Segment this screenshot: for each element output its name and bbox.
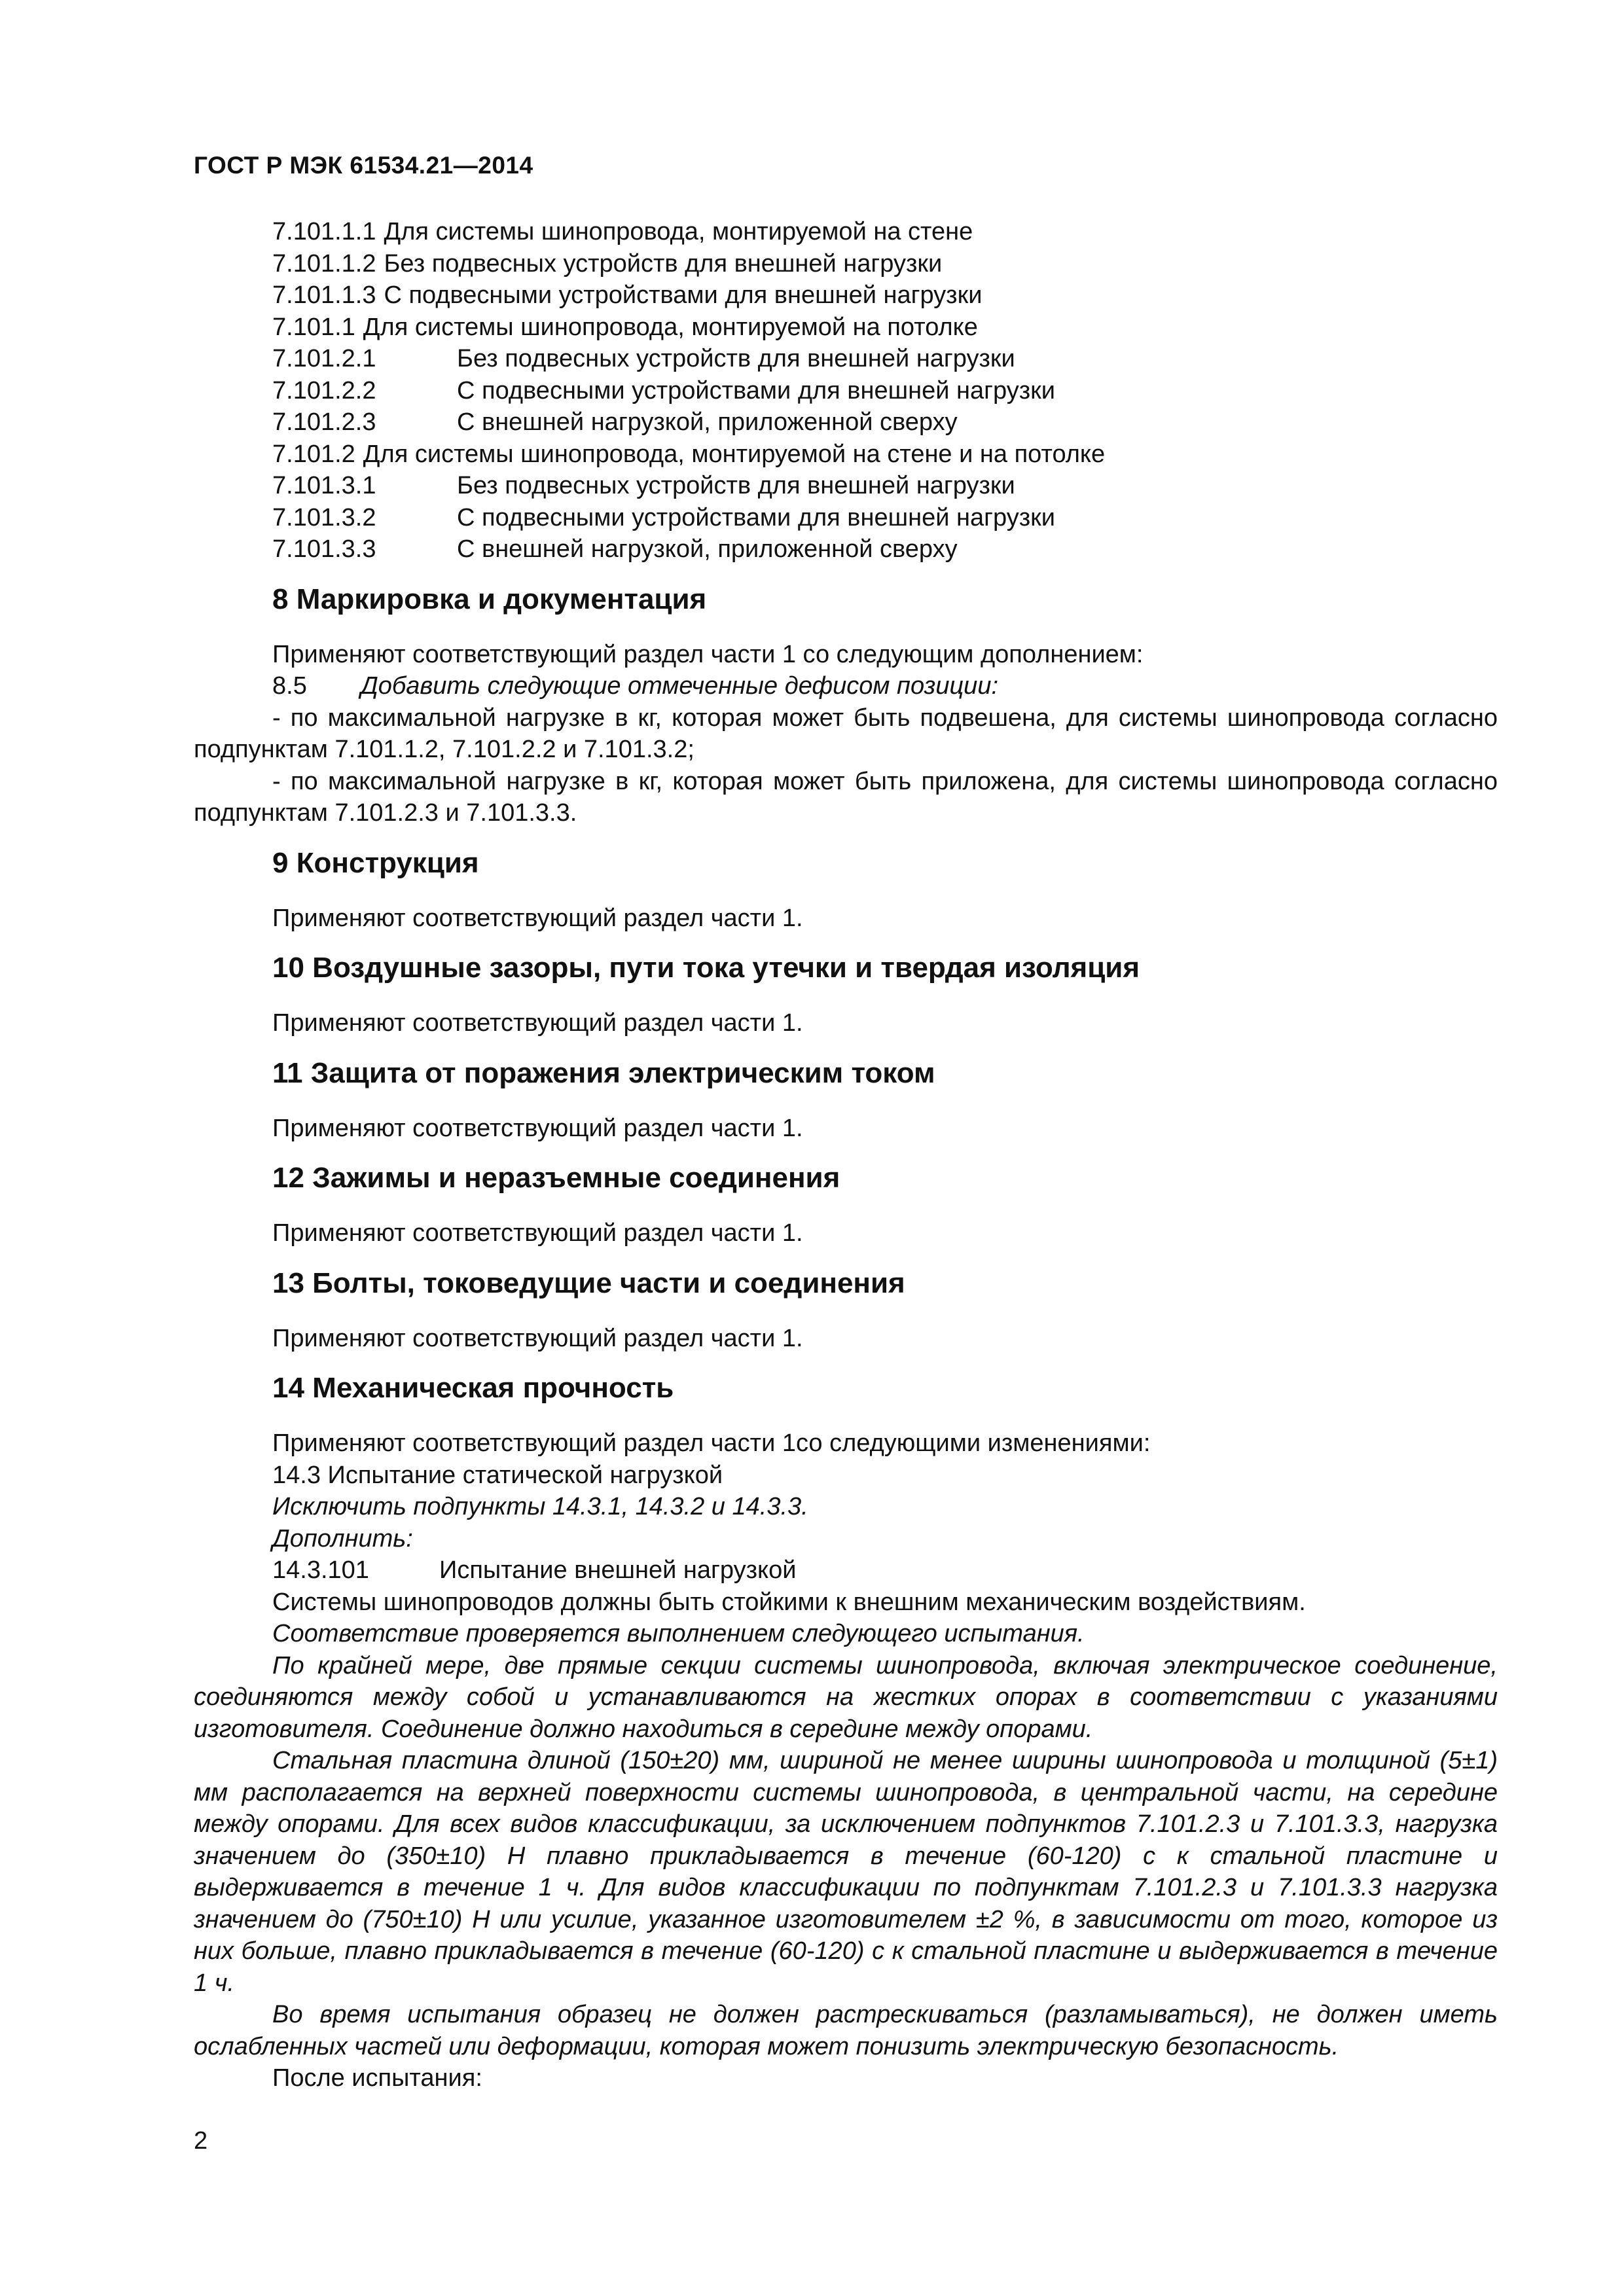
toc-line <box>194 248 1498 280</box>
section-8-item <box>194 670 1498 702</box>
section-14-paragraph: Стальная пластина длиной (150±20) мм, шириной не менее ширины шинопровода и толщиной (5±1) мм располагается на верхней поверхности системы шинопровода, в центральной части, на середине между опорами. Для всех видов классификации, за исключением подпунктов 7.101.2.3 и 7.101.3.3, нагрузка значением до (350±10) Н плавно прикладывается в течение (60-120) с к стальной пластине и выдерживается в течение 1 ч. Для видов классификации по подпунктам 7.101.2.3 и 7.101.3.3 нагрузка значением до (750±10) Н или усилие, указанное изготовителем ±2 %, в зависимости от того, которое из них больше, плавно прикладывается в течение (60-120) с к стальной пластине и выдерживается в течение 1 ч. <box>194 1747 1498 1997</box>
section-8-paragraph: Применяют соответствующий раздел части 1 со следующим дополнением: <box>272 640 1144 668</box>
toc-text: Для системы шинопровода, монтируемой на стене и на потолке <box>363 440 1106 468</box>
toc-text: Для системы шинопровода, монтируемой на потолке <box>363 313 978 341</box>
toc-text: Без подвесных устройств для внешней нагрузки <box>457 472 1015 499</box>
section-8-heading: 8 Маркировка и документация <box>272 583 707 615</box>
section-13-paragraph: Применяют соответствующий раздел части 1. <box>272 1324 803 1352</box>
section-10-heading: 10 Воздушные зазоры, пути тока утечки и твердая изоляция <box>272 952 1140 984</box>
toc-text: С внешней нагрузкой, приложенной сверху <box>457 535 958 563</box>
toc-line <box>194 533 1498 565</box>
toc-number: 7.101.2.3 <box>272 408 376 436</box>
section-9-heading: 9 Конструкция <box>272 846 479 879</box>
toc-line <box>194 406 1498 439</box>
page-number: 2 <box>194 2127 208 2155</box>
toc-list <box>194 216 1498 565</box>
document-header: ГОСТ Р МЭК 61534.21—2014 <box>194 152 533 179</box>
section-14-paragraph: Во время испытания образец не должен растрескиваться (разламываться), не должен иметь ослабленных частей или деформации, которая может понизить электрическую безопасность. <box>194 2001 1498 2060</box>
toc-number: 7.101.3.3 <box>272 535 376 563</box>
document-body <box>194 216 1498 2094</box>
section-10-paragraph: Применяют соответствующий раздел части 1. <box>272 1009 803 1037</box>
toc-text: С подвесными устройствами для внешней нагрузки <box>457 376 1055 404</box>
toc-line <box>194 279 1498 312</box>
toc-number: 7.101.1 <box>272 313 355 341</box>
item-number: 8.5 <box>272 672 307 700</box>
toc-line <box>194 502 1498 534</box>
toc-text: Без подвесных устройств для внешней нагрузки <box>384 249 943 278</box>
toc-number: 7.101.3.2 <box>272 503 376 531</box>
item-number: 14.3.101 <box>272 1556 369 1584</box>
toc-text: Без подвесных устройств для внешней нагрузки <box>457 345 1015 372</box>
toc-text: С подвесными устройствами для внешней нагрузки <box>384 281 983 309</box>
toc-number: 7.101.2 <box>272 440 355 468</box>
section-9-paragraph: Применяют соответствующий раздел части 1. <box>272 904 803 932</box>
section-14-paragraph: По крайней мере, две прямые секции системы шинопровода, включая электрическое соединение, соединяются между собой и устанавливаются на жестких опорах в соответствии с указаниями изготовителя. Соединение должно находиться в середине между опорами. <box>194 1651 1498 1743</box>
toc-number: 7.101.2.2 <box>272 376 376 404</box>
toc-number: 7.101.1.3 <box>272 281 376 309</box>
section-14-paragraph: Дополнить: <box>272 1524 413 1552</box>
toc-number: 7.101.2.1 <box>272 345 376 372</box>
section-14-item <box>194 1554 1498 1587</box>
section-14-subheading: 14.3 Испытание статической нагрузкой <box>272 1461 723 1489</box>
section-14-paragraph: После испытания: <box>272 2064 482 2092</box>
section-14-paragraph: Соответствие проверяется выполнением следующего испытания. <box>272 1620 1085 1647</box>
toc-line <box>194 312 1498 344</box>
section-11-paragraph: Применяют соответствующий раздел части 1. <box>272 1114 803 1142</box>
toc-number: 7.101.1.2 <box>272 249 376 278</box>
section-12-paragraph: Применяют соответствующий раздел части 1. <box>272 1219 803 1247</box>
toc-line <box>194 470 1498 502</box>
toc-text: Для системы шинопровода, монтируемой на стене <box>384 218 973 245</box>
section-12-heading: 12 Зажимы и неразъемные соединения <box>272 1162 840 1194</box>
section-14-paragraph: Системы шинопроводов должны быть стойкими к внешним механическим воздействиям. <box>272 1588 1306 1616</box>
toc-text: С внешней нагрузкой, приложенной сверху <box>457 408 958 436</box>
toc-line <box>194 216 1498 248</box>
section-8-bullet: - по максимальной нагрузке в кг, которая может быть приложена, для системы шинопровода согласно подпунктам 7.101.2.3 и 7.101.3.3. <box>194 767 1498 827</box>
section-14-heading: 14 Механическая прочность <box>272 1372 674 1404</box>
section-13-heading: 13 Болты, токоведущие части и соединения <box>272 1266 905 1299</box>
toc-line <box>194 439 1498 471</box>
section-8-bullet: - по максимальной нагрузке в кг, которая может быть подвешена, для системы шинопровода согласно подпунктам 7.101.1.2, 7.101.2.2 и 7.101.3.2; <box>194 704 1498 763</box>
toc-text: С подвесными устройствами для внешней нагрузки <box>457 503 1055 531</box>
item-text: Добавить следующие отмеченные дефисом позиции: <box>361 672 999 700</box>
section-14-paragraph: Применяют соответствующий раздел части 1со следующими изменениями: <box>272 1429 1151 1457</box>
toc-number: 7.101.1.1 <box>272 218 376 245</box>
toc-line <box>194 375 1498 407</box>
toc-line <box>194 343 1498 375</box>
section-14-paragraph: Исключить подпункты 14.3.1, 14.3.2 и 14.3.3. <box>272 1493 808 1520</box>
section-11-heading: 11 Защита от поражения электрическим током <box>272 1056 935 1089</box>
toc-number: 7.101.3.1 <box>272 472 376 499</box>
item-text: Испытание внешней нагрузкой <box>439 1556 797 1584</box>
